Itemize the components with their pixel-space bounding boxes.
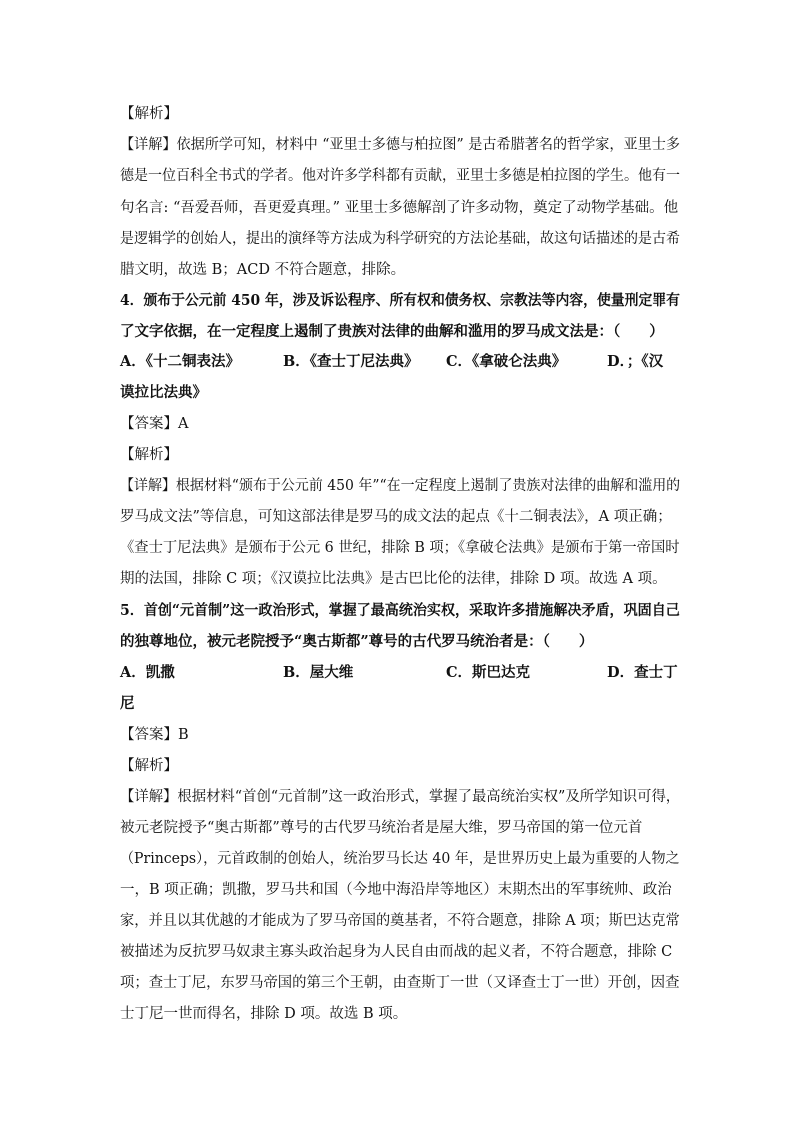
- question-5-option-c: C．斯巴达克: [446, 664, 531, 681]
- question-5-option-a: A．凯撒: [120, 664, 175, 681]
- question-5-option-b: B．屋大维: [283, 664, 354, 681]
- detail-line: 被元老院授予“奥古斯都”尊号的古代罗马统治者是屋大维，罗马帝国的第一位元首: [120, 820, 643, 836]
- question-5-analysis-heading: 【解析】: [120, 758, 178, 774]
- detail-line: 项；查士丁尼，东罗马帝国的第三个王朝，由查斯丁一世（又译查士丁一世）开创，因查: [120, 975, 680, 991]
- question-4-option-d: D．；《汉: [607, 353, 664, 370]
- detail-line: （Princeps），元首政制的创始人，统治罗马长达 40 年，是世界历史上最为重要的人物之: [120, 851, 680, 867]
- question-5-stem: 5．首创“元首制”这一政治形式，掌握了最高统治实权，采取许多措施解决矛盾，巩固自己: [120, 602, 680, 619]
- question-4-analysis-heading: 【解析】: [120, 447, 178, 463]
- question-4-answer: 【答案】A: [120, 416, 189, 432]
- detail-line: 期的法国，排除 C 项；《汉谟拉比法典》是古巴比伦的法律，排除 D 项。故选 A 项。: [120, 571, 667, 587]
- question-5-option-d-continued: 尼: [120, 695, 135, 712]
- detail-line: 德是一位百科全书式的学者。他对许多学科都有贡献，亚里士多德是柏拉图的学生。他有一: [120, 168, 680, 184]
- question-4-stem: 4．颁布于公元前 450 年，涉及诉讼程序、所有权和债务权、宗教法等内容，使量刑定罪有: [120, 292, 680, 309]
- detail-line: 一，B 项正确；凯撒，罗马共和国（今地中海沿岸等地区）末期杰出的军事统帅、政治: [120, 882, 672, 898]
- question-5-answer: 【答案】B: [120, 727, 189, 743]
- analysis-heading: 【解析】: [120, 106, 178, 122]
- detail-line: 是逻辑学的创始人，提出的演绎等方法成为科学研究的方法论基础，故这句话描述的是古希: [120, 231, 680, 247]
- detail-line: 【详解】根据材料“颁布于公元前 450 年”“在一定程度上遏制了贵族对法律的曲解和滥用的: [120, 478, 681, 494]
- question-5-stem: 的独尊地位，被元老院授予“奥古斯都”尊号的古代罗马统治者是：（ ）: [120, 633, 594, 650]
- question-4-option-b: B．《查士丁尼法典》: [283, 353, 419, 370]
- question-4-option-c: C．《拿破仑法典》: [446, 353, 567, 370]
- question-4-stem: 了文字依据，在一定程度上遏制了贵族对法律的曲解和滥用的罗马成文法是：（ ）: [120, 323, 664, 340]
- detail-line: 【详解】依据所学可知，材料中 “亚里士多德与柏拉图” 是古希腊著名的哲学家，亚里士多: [120, 137, 681, 153]
- detail-line: 被描述为反抗罗马奴隶主寡头政治起身为人民自由而战的起义者，不符合题意，排除 C: [120, 944, 673, 960]
- detail-line: 腊文明，故选 B；ACD 不符合题意，排除。: [120, 262, 406, 278]
- question-4-option-d-continued: 谟拉比法典》: [120, 384, 207, 401]
- question-4-option-a: A．《十二铜表法》: [120, 353, 240, 370]
- detail-line: 句名言: “吾爱吾师，吾更爱真理。” 亚里士多德解剖了许多动物，奠定了动物学基础。他: [120, 200, 679, 216]
- question-5-option-d: D．查士丁: [607, 664, 678, 681]
- detail-line: 《查士丁尼法典》是颁布于公元 6 世纪，排除 B 项；《拿破仑法典》是颁布于第一帝国时: [120, 540, 680, 556]
- detail-line: 士丁尼一世而得名，排除 D 项。故选 B 项。: [120, 1006, 408, 1022]
- detail-line: 【详解】根据材料“首创“元首制”这一政治形式，掌握了最高统治实权”及所学知识可得，: [120, 789, 681, 805]
- detail-line: 家，并且以其优越的才能成为了罗马帝国的奠基者，不符合题意，排除 A 项；斯巴达克常: [120, 913, 680, 929]
- detail-line: 罗马成文法”等信息，可知这部法律是罗马的成文法的起点《十二铜表法》，A 项正确；: [120, 509, 672, 525]
